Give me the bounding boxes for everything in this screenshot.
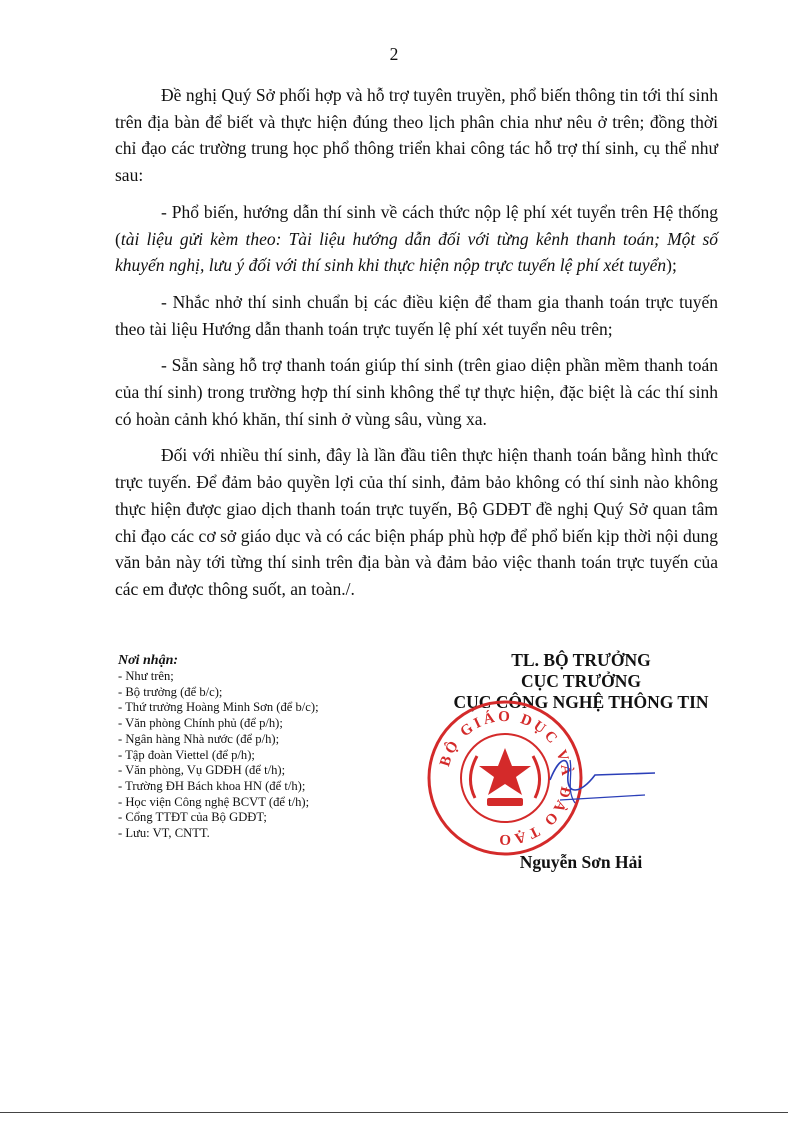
recipients-title: Nơi nhận: <box>118 653 179 668</box>
paragraph-guidance-attachment: tài liệu gửi kèm theo: Tài liệu hướng dẫn đối với từng kênh thanh toán; Một số khuyến nghị, lưu ý đối với thí sinh khi thực hiện nộp trực tuyến lệ phí xét tuyển <box>115 228 718 276</box>
recipient-item: - Học viện Công nghệ BCVT (để t/h); <box>118 794 310 809</box>
document-body <box>115 82 718 613</box>
recipient-item: - Văn phòng Chính phủ (để p/h); <box>118 716 283 731</box>
paragraph-guidance-end: ); <box>666 255 677 276</box>
recipient-item: - Như trên; <box>118 669 174 683</box>
paragraph-support: - Sẵn sàng hỗ trợ thanh toán giúp thí sinh (trên giao diện phần mềm thanh toán của thí sinh) trong trường hợp thí sinh không thể tự thực hiện, đặc biệt là các thí sinh có hoàn cảnh khó khăn, thí sinh ở vùng sâu, vùng xa. <box>115 355 718 429</box>
svg-text:BỘ GIÁO DỤC VÀ ĐÀO TẠO: BỘ GIÁO DỤC VÀ ĐÀO TẠO <box>437 708 575 848</box>
recipient-item: - Trường ĐH Bách khoa HN (để t/h); <box>118 778 306 793</box>
page-number: 2 <box>389 44 399 64</box>
paragraph-guidance <box>115 199 718 279</box>
signature-title-line3: CỤC CÔNG NGHỆ THÔNG TIN <box>453 692 709 712</box>
paragraph-request: Đề nghị Quý Sở phối hợp và hỗ trợ tuyên truyền, phổ biến thông tin tới thí sinh trên địa bàn để biết và thực hiện đúng theo lịch phân chia như nêu ở trên; đồng thời chỉ đạo các trường trung học phổ thông triển khai công tác hỗ trợ thí sinh, cụ thể như sau: <box>115 85 718 186</box>
recipient-item: - Ngân hàng Nhà nước (để p/h); <box>118 731 280 746</box>
recipient-item: - Cổng TTĐT của Bộ GDĐT; <box>118 810 267 825</box>
recipient-item: - Lưu: VT, CNTT. <box>118 826 210 841</box>
signature-title-line1: TL. BỘ TRƯỞNG <box>511 650 651 670</box>
paragraph-conclusion: Đối với nhiều thí sinh, đây là lần đầu tiên thực hiện thanh toán bằng hình thức trực tuyến. Để đảm bảo quyền lợi của thí sinh, đảm bảo không có thí sinh nào không thực hiện được giao dịch thanh toán trực tuyến, Bộ GDĐT đề nghị Quý Sở quan tâm chỉ đạo các cơ sở giáo dục và có các biện pháp phù hợp để phổ biến kịp thời nội dung văn bản này tới từng thí sinh trên địa bàn và đảm bảo việc thanh toán trực tuyến của các em được thông suốt, an toàn./. <box>115 445 718 599</box>
recipient-item: - Văn phòng, Vụ GDĐH (để t/h); <box>118 763 286 778</box>
recipient-item: - Bộ trưởng (để b/c); <box>118 684 223 699</box>
signer-name: Nguyễn Sơn Hải <box>519 852 643 872</box>
recipients-block <box>118 652 418 842</box>
recipients-list <box>118 669 418 842</box>
recipient-item: - Tập đoàn Viettel (để p/h); <box>118 747 255 762</box>
paragraph-guidance-start: - Phổ biến, hướng dẫn thí sinh về cách thức nộp lệ phí xét tuyển trên Hệ thống ( <box>115 201 718 249</box>
recipient-item: - Thứ trưởng Hoàng Minh Sơn (để b/c); <box>118 700 319 715</box>
paragraph-reminder: - Nhắc nhở thí sinh chuẩn bị các điều kiện để tham gia thanh toán trực tuyến theo tài liệu Hướng dẫn thanh toán trực tuyến lệ phí xét tuyển nêu trên; <box>115 291 718 339</box>
handwritten-signature <box>540 745 660 815</box>
signature-title-line2: CỤC TRƯỞNG <box>520 671 642 691</box>
page-bottom-divider <box>0 1112 788 1113</box>
